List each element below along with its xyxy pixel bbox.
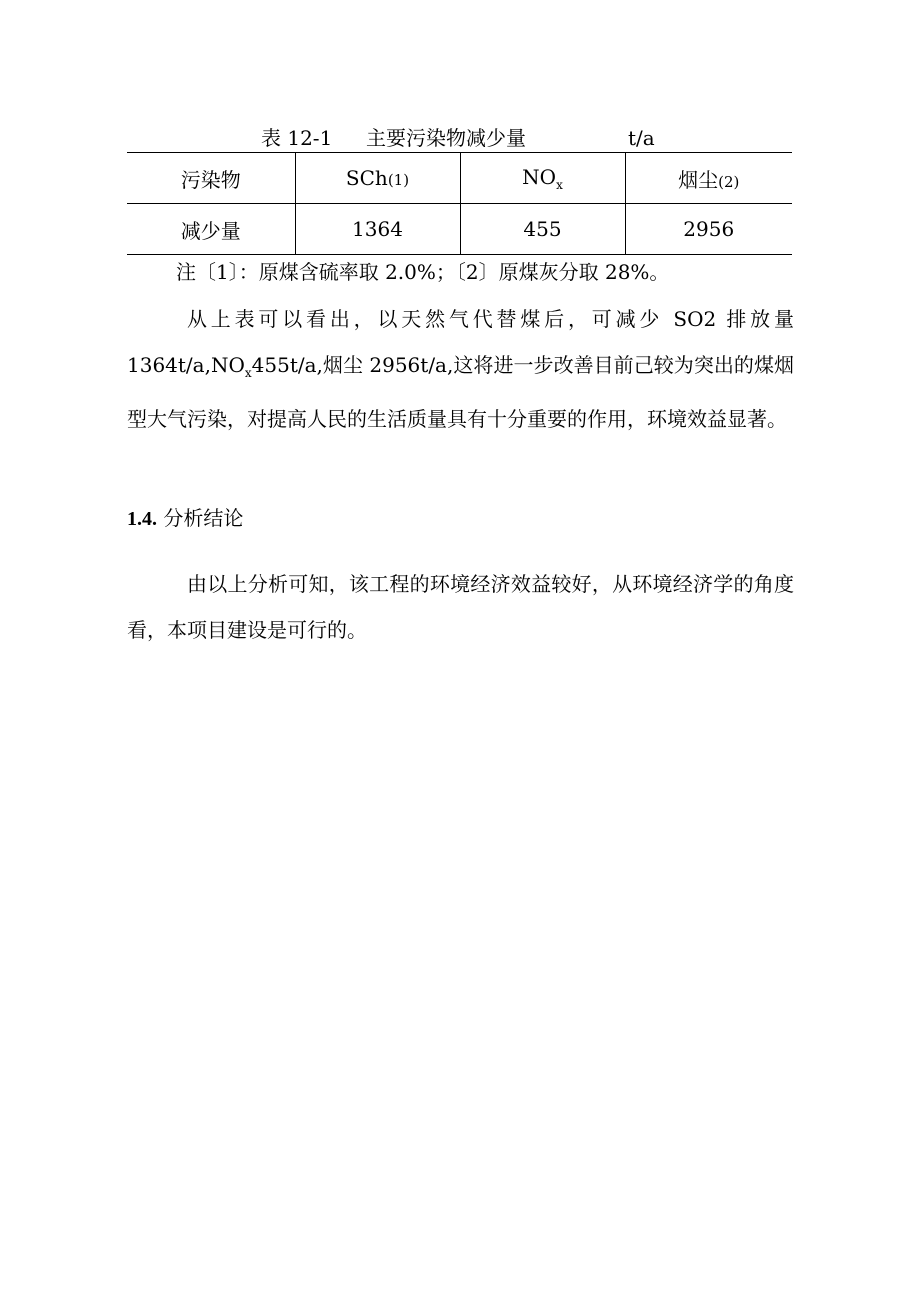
table-caption-title: 主要污染物减少量 xyxy=(366,126,526,150)
paragraph-conclusion: 由以上分析可知，该工程的环境经济效益较好，从环境经济学的角度看，本项目建设是可行的。 xyxy=(127,572,794,642)
row-label: 减少量 xyxy=(127,204,295,255)
cell-dust: 2956 xyxy=(625,204,792,255)
header-dust: 烟尘(2) xyxy=(625,153,792,204)
table-header-row xyxy=(127,153,792,204)
cell-so2: 1364 xyxy=(295,204,460,255)
table-row xyxy=(127,204,792,255)
table-note: 注〔1〕：原煤含硫率取 2.0%；〔2〕原煤灰分取 28%。 xyxy=(176,260,670,284)
section-number: 1.4. xyxy=(127,508,157,530)
section-heading xyxy=(127,502,243,535)
header-so2: SCh(1) xyxy=(295,153,460,204)
paragraph-reduction-summary: 从上表可以看出，以天然气代替煤后，可减少 SO2 排放量 $1364t/a,NO_x455t/a$,烟尘 2956t/a,这将进一步改善目前己较为突出的煤烟型大气污染，对提高人民的生活质量具有十分重要的作用，环境效益显著。 xyxy=(127,307,794,431)
section-title: 分析结论 xyxy=(163,506,244,530)
header-nox: $NO_x$ xyxy=(460,153,625,204)
table-caption-unit: t/a xyxy=(628,126,655,150)
header-pollutant: 污染物 xyxy=(127,153,295,204)
cell-nox: 455 xyxy=(460,204,625,255)
pollutant-reduction-table xyxy=(127,152,792,255)
table-caption-number: 表 12-1 xyxy=(261,126,333,150)
